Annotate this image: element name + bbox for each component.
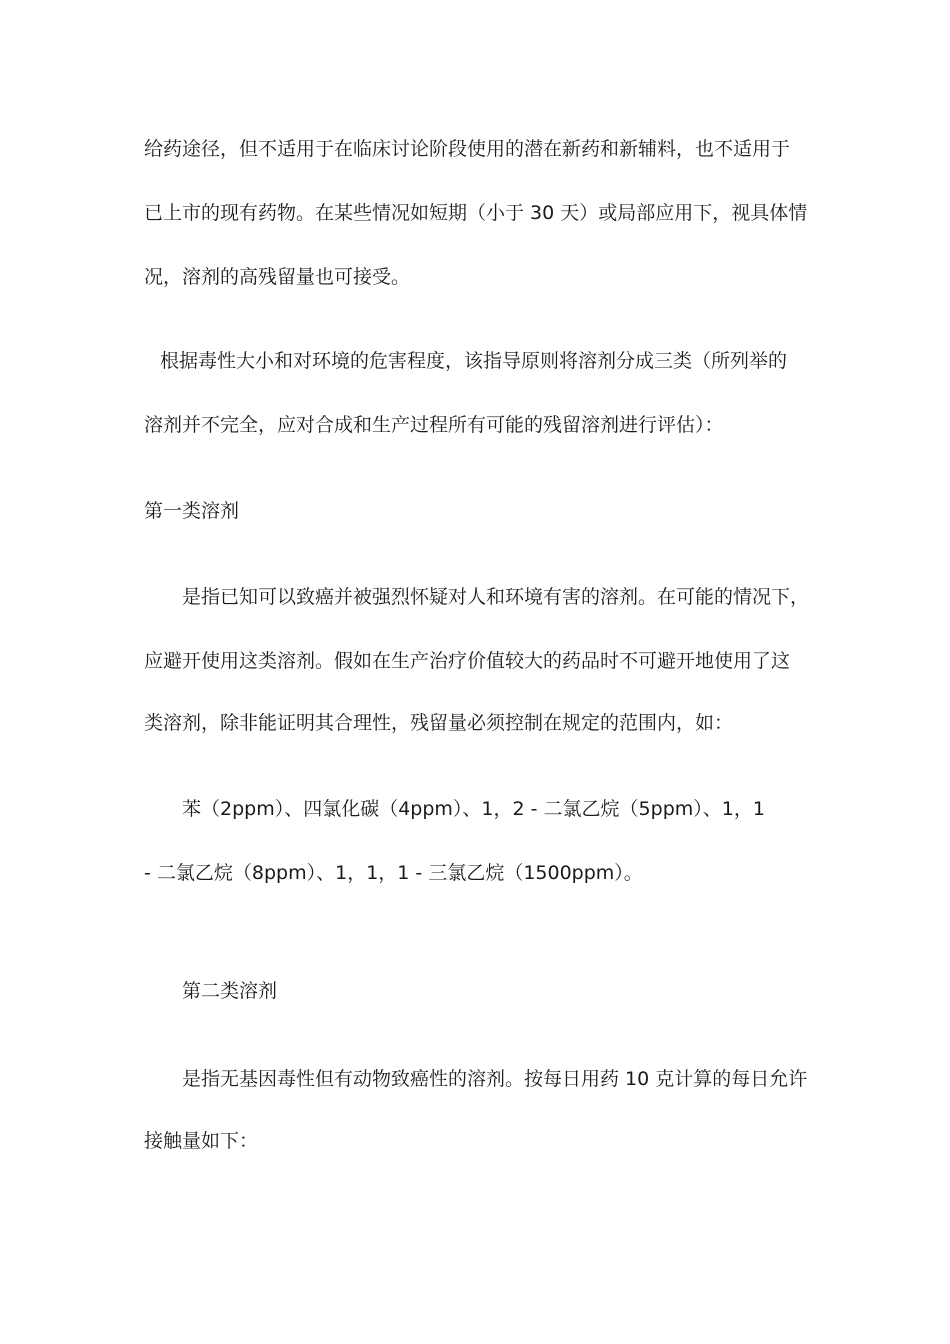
paragraph-line: 溶剂并不完全，应对合成和生产过程所有可能的残留溶剂进行评估）： [144, 414, 724, 436]
paragraph-line: 给药途径，但不适用于在临床讨论阶段使用的潜在新药和新辅料，也不适用于 [144, 138, 791, 160]
paragraph-line: 根据毒性大小和对环境的危害程度，该指导原则将溶剂分成三类（所列举的 [160, 350, 788, 372]
paragraph-line: 苯（2ppm）、四氯化碳（4ppm）、1，2 - 二氯乙烷（5ppm）、1，1 [182, 798, 765, 820]
paragraph-line: 是指已知可以致癌并被强烈怀疑对人和环境有害的溶剂。在可能的情况下， [182, 586, 810, 608]
section-heading: 第一类溶剂 [144, 500, 240, 522]
paragraph-line: 已上市的现有药物。在某些情况如短期（小于 30 天）或局部应用下，视具体情 [144, 202, 808, 224]
paragraph-line: - 二氯乙烷（8ppm）、1，1，1 - 三氯乙烷（1500ppm）。 [144, 862, 643, 884]
paragraph-line: 是指无基因毒性但有动物致癌性的溶剂。按每日用药 10 克计算的每日允许 [182, 1068, 808, 1090]
paragraph-line: 况，溶剂的高残留量也可接受。 [144, 266, 411, 288]
paragraph-line: 接触量如下： [144, 1130, 259, 1152]
paragraph-line: 类溶剂，除非能证明其合理性，残留量必须控制在规定的范围内，如： [144, 712, 734, 734]
section-heading: 第二类溶剂 [182, 980, 278, 1002]
paragraph-line: 应避开使用这类溶剂。假如在生产治疗价值较大的药品时不可避开地使用了这 [144, 650, 791, 672]
